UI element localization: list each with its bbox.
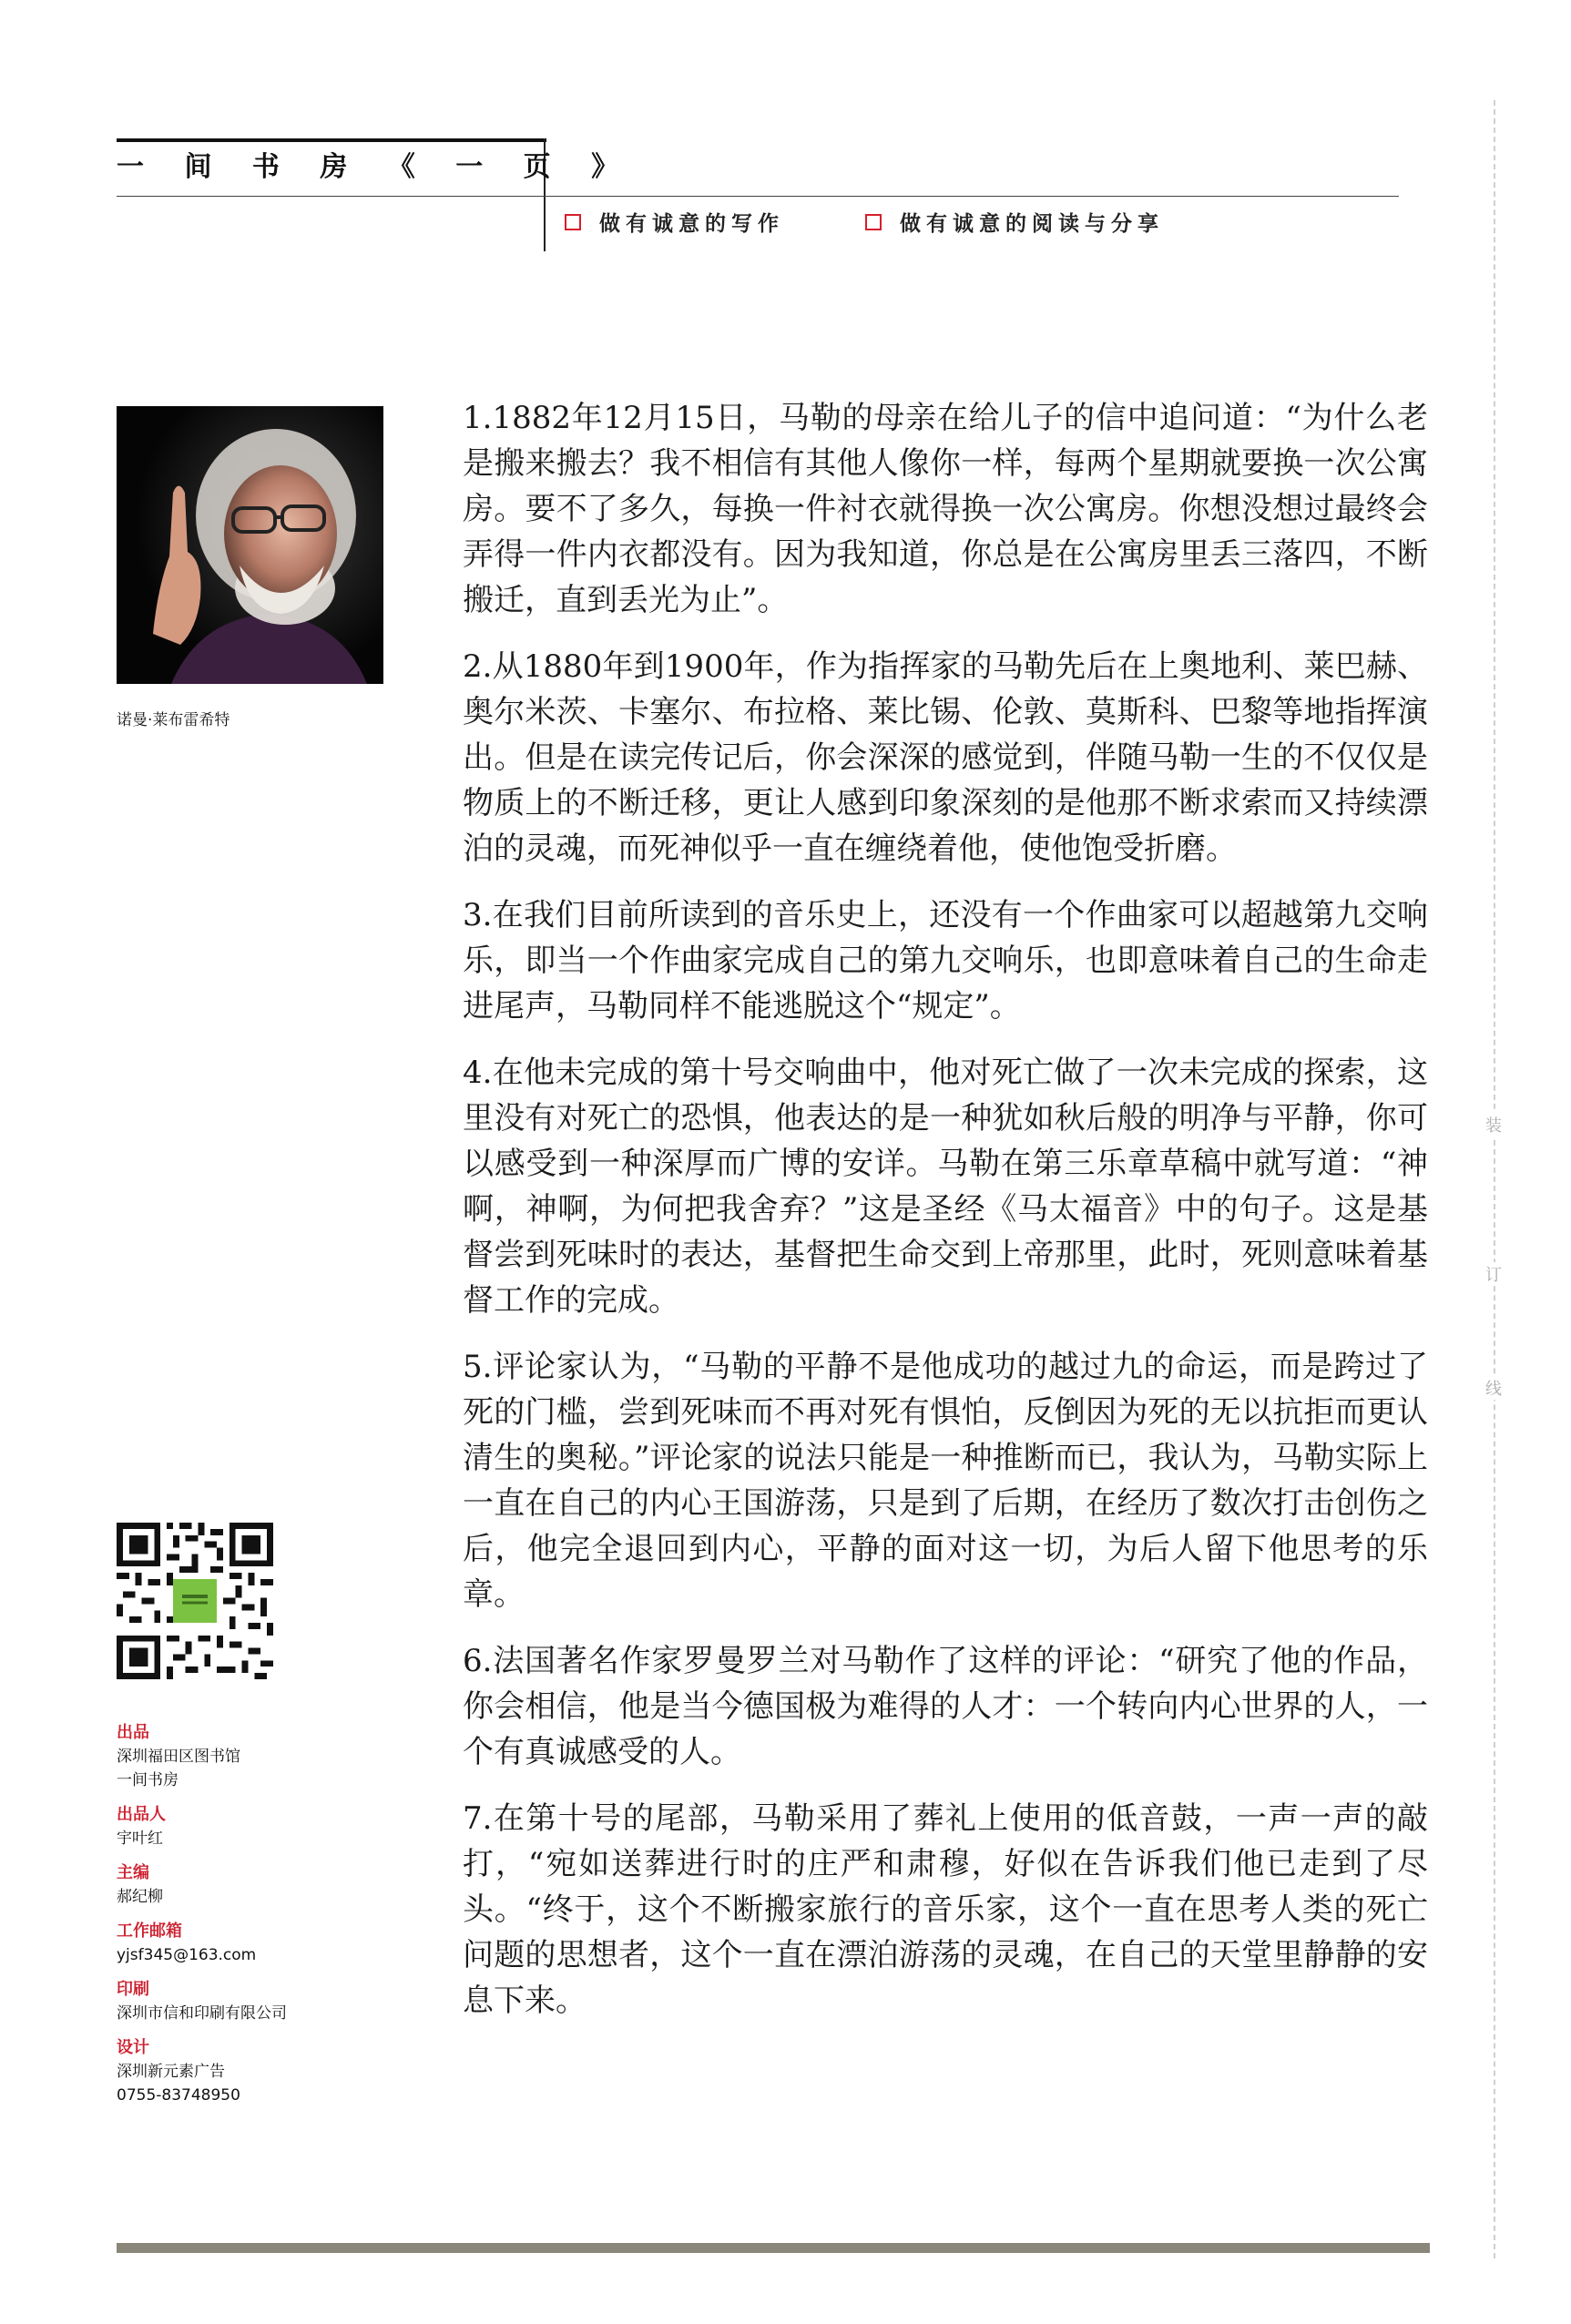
credit-line: 深圳新元素广告	[117, 2063, 225, 2081]
article-paragraph: 1.1882年12月15日，马勒的母亲在给儿子的信中追问道：“为什么老是搬来搬去？我不相信有其他人像你一样，每两个星期就要换一次公寓房。要不了多久，每换一件衬衣就得换一次公寓房。你想没想过最终会弄得一件内衣都没有。因为我知道，你总是在公寓房里丢三落四，不断搬迁，直到丢光为止”。	[463, 400, 1428, 618]
checkbox-square-icon	[565, 214, 581, 230]
header-bottom-rule	[117, 196, 1399, 197]
binding-label: 装	[1480, 1113, 1507, 1137]
footer-bar	[117, 2243, 1430, 2253]
article-paragraph: 4.在他未完成的第十号交响曲中，他对死亡做了一次未完成的探索，这里没有对死亡的恐惧，他表达的是一种犹如秋后般的明净与平静，你可以感受到一种深厚而广博的安详。马勒在第三乐章草稿中就写道：“神啊，神啊，为何把我舍弃？”这是圣经《马太福音》中的句子。这是基督尝到死味时的表达，基督把生命交到上帝那里，此时，死则意味着基督工作的完成。	[463, 1055, 1428, 1319]
credit-line: 宇叶红	[117, 1830, 163, 1848]
credit-block	[117, 1920, 417, 1967]
portrait-illustration	[117, 406, 383, 684]
qr-code-icon	[117, 1523, 273, 1679]
author-portrait	[117, 406, 383, 684]
credit-label: 出品	[117, 1723, 149, 1742]
credit-line: 深圳福田区图书馆	[117, 1748, 240, 1766]
credit-line: 郝纪柳	[117, 1888, 163, 1906]
magazine-title: 一 间 书 房 《 一 页 》	[117, 151, 635, 183]
article-paragraph: 7.在第十号的尾部，马勒采用了葬礼上使用的低音鼓，一声一声的敲打，“宛如送葬进行时的庄严和肃穆，好似在告诉我们他已走到了尽头。“终于，这个不断搬家旅行的音乐家，这个一直在思考人类的死亡问题的思想者，这个一直在漂泊游荡的灵魂，在自己的天堂里静静的安息下来。	[463, 1800, 1428, 2019]
article-paragraph: 6.法国著名作家罗曼罗兰对马勒作了这样的评论：“研究了他的作品，你会相信，他是当今德国极为难得的人才：一个转向内心世界的人，一个有真诚感受的人。	[463, 1643, 1428, 1770]
article-paragraph: 3.在我们目前所读到的音乐史上，还没有一个作曲家可以超越第九交响乐，即当一个作曲家完成自己的第九交响乐，也即意味着自己的生命走进尾声，马勒同样不能逃脱这个“规定”。	[463, 897, 1428, 1024]
credit-label: 印刷	[117, 1980, 149, 1999]
tagline-writing	[565, 207, 784, 237]
header-top-rule	[117, 138, 546, 142]
binding-dashed-line	[1494, 100, 1495, 2258]
tagline-text: 做有诚意的阅读与分享	[900, 212, 1164, 236]
credit-block	[117, 1978, 417, 2025]
article-paragraph: 5.评论家认为，“马勒的平静不是他成功的越过九的命运，而是跨过了死的门槛，尝到死味而不再对死有惧怕，反倒因为死的无以抗拒而更认清生的奥秘。”评论家的说法只能是一种推断而已，我认为，马勒实际上一直在自己的内心王国游荡，只是到了后期，在经历了数次打击创伤之后，他完全退回到内心，平静的面对这一切，为后人留下他思考的乐章。	[463, 1349, 1428, 1613]
credit-line: 一间书房	[117, 1771, 179, 1789]
credit-line: yjsf345@163.com	[117, 1946, 257, 1964]
credit-label: 工作邮箱	[117, 1921, 182, 1941]
credit-block	[117, 1861, 417, 1909]
credit-line: 0755-83748950	[117, 2086, 240, 2105]
binding-label: 线	[1480, 1376, 1507, 1400]
article-body	[463, 395, 1428, 2044]
credit-label: 主编	[117, 1863, 149, 1882]
credits-panel	[117, 1721, 417, 2118]
credit-block	[117, 2036, 417, 2107]
credit-line: 深圳市信和印刷有限公司	[117, 2004, 287, 2023]
credit-label: 设计	[117, 2038, 149, 2057]
binding-label: 订	[1480, 1262, 1507, 1286]
checkbox-square-icon	[865, 214, 882, 230]
credit-label: 出品人	[117, 1805, 166, 1824]
portrait-caption: 诺曼·莱布雷希特	[117, 711, 230, 729]
tagline-reading	[865, 207, 1164, 237]
credit-block	[117, 1721, 417, 1792]
tagline-text: 做有诚意的写作	[599, 212, 784, 236]
article-paragraph: 2.从1880年到1900年，作为指挥家的马勒先后在上奥地利、莱巴赫、奥尔米茨、卡塞尔、布拉格、莱比锡、伦敦、莫斯科、巴黎等地指挥演出。但是在读完传记后，你会深深的感觉到，伴随马勒一生的不仅仅是物质上的不断迁移，更让人感到印象深刻的是他那不断求索而又持续漂泊的灵魂，而死神似乎一直在缠绕着他，使他饱受折磨。	[463, 648, 1428, 867]
credit-block	[117, 1803, 417, 1850]
